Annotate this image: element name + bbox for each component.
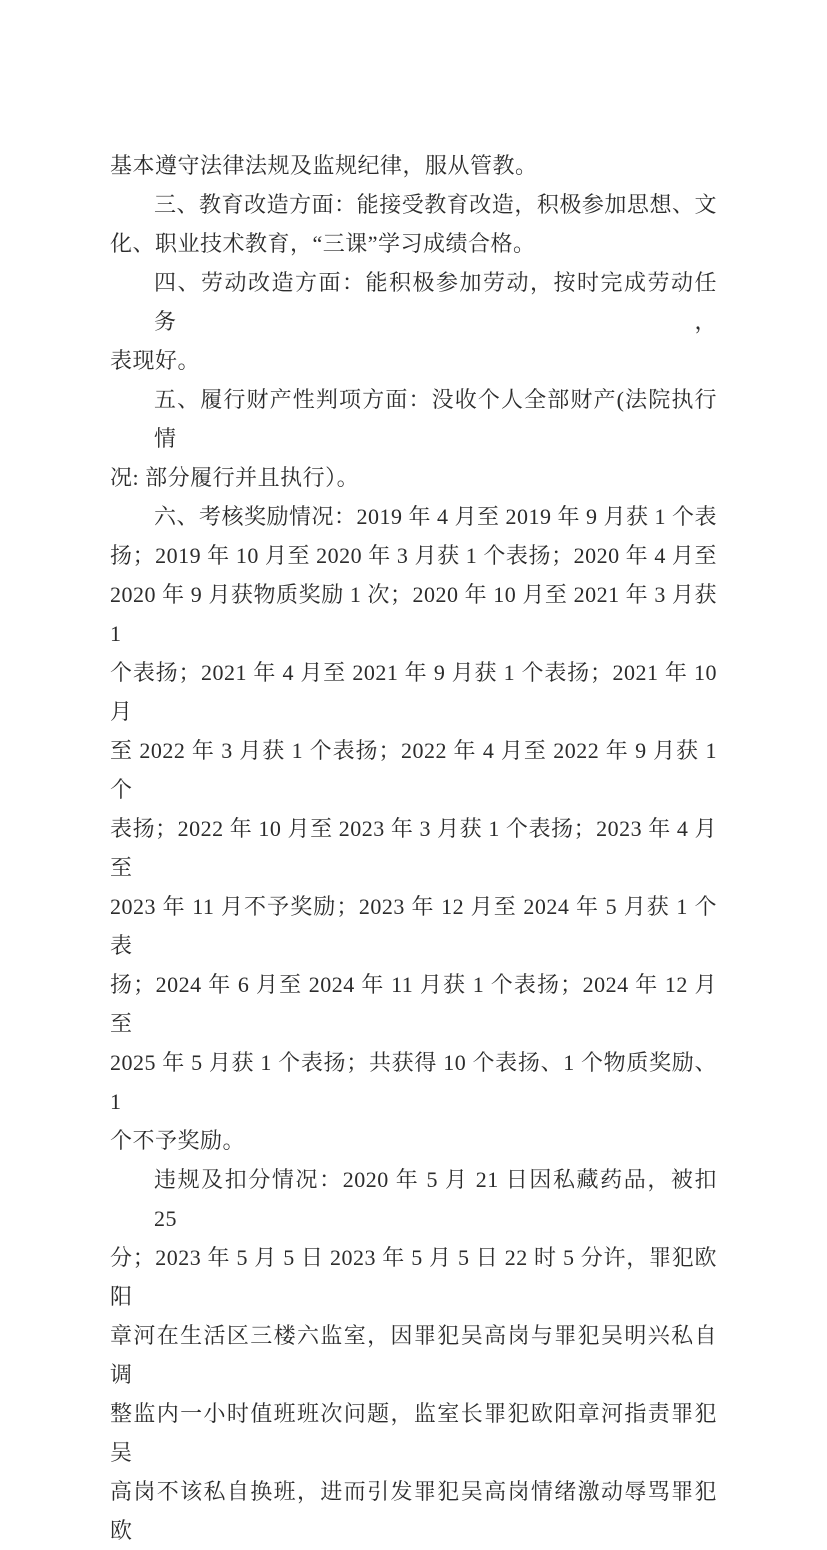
text-line: 整监内一小时值班班次问题，监室长罪犯欧阳章河指责罪犯吴: [110, 1401, 717, 1465]
text-line: 况: 部分履行并且执行）。: [110, 465, 360, 490]
text-line: 2020 年 9 月获物质奖励 1 次；2020 年 10 月至 2021 年 3 月获 1: [110, 582, 723, 646]
text-line: 表现好。: [110, 348, 201, 373]
text-line: 个不予奖励。: [110, 1128, 246, 1153]
text-line: 四、劳动改造方面：能积极参加劳动，按时完成劳动任务，: [154, 270, 717, 334]
text-line: 分；2023 年 5 月 5 日 2023 年 5 月 5 日 22 时 5 分许，罪犯欧阳: [110, 1245, 717, 1309]
text-line: 扬；2019 年 10 月至 2020 年 3 月获 1 个表扬；2020 年 4 月至: [110, 543, 717, 568]
text-line: 章河在生活区三楼六监室，因罪犯吴高岗与罪犯吴明兴私自调: [110, 1323, 717, 1387]
text-line: 五、履行财产性判项方面：没收个人全部财产(法院执行情: [154, 387, 717, 451]
text-line: 违规及扣分情况：2020 年 5 月 21 日因私藏药品，被扣 25: [154, 1167, 723, 1231]
text-line: 表扬；2022 年 10 月至 2023 年 3 月获 1 个表扬；2023 年 4 月至: [110, 816, 717, 880]
text-line: 2023 年 11 月不予奖励；2023 年 12 月至 2024 年 5 月获 1 个表: [110, 894, 717, 958]
text-line: 个表扬；2021 年 4 月至 2021 年 9 月获 1 个表扬；2021 年 10 月: [110, 660, 723, 724]
document-body: [110, 146, 723, 1550]
text-line: 2025 年 5 月获 1 个表扬；共获得 10 个表扬、1 个物质奖励、1: [110, 1050, 717, 1114]
text-line: 高岗不该私自换班，进而引发罪犯吴高岗情绪激动辱骂罪犯欧: [110, 1479, 717, 1543]
text-line: 基本遵守法律法规及监规纪律，服从管教。: [110, 153, 538, 178]
text-line: 至 2022 年 3 月获 1 个表扬；2022 年 4 月至 2022 年 9 月获 1 个: [110, 738, 723, 802]
text-line: 六、考核奖励情况：2019 年 4 月至 2019 年 9 月获 1 个表: [154, 504, 718, 529]
text-line: 化、职业技术教育，“三课”学习成绩合格。: [110, 231, 536, 256]
text-line: 三、教育改造方面：能接受教育改造，积极参加思想、文: [154, 192, 717, 217]
text-line: 扬；2024 年 6 月至 2024 年 11 月获 1 个表扬；2024 年 12 月至: [110, 972, 717, 1036]
